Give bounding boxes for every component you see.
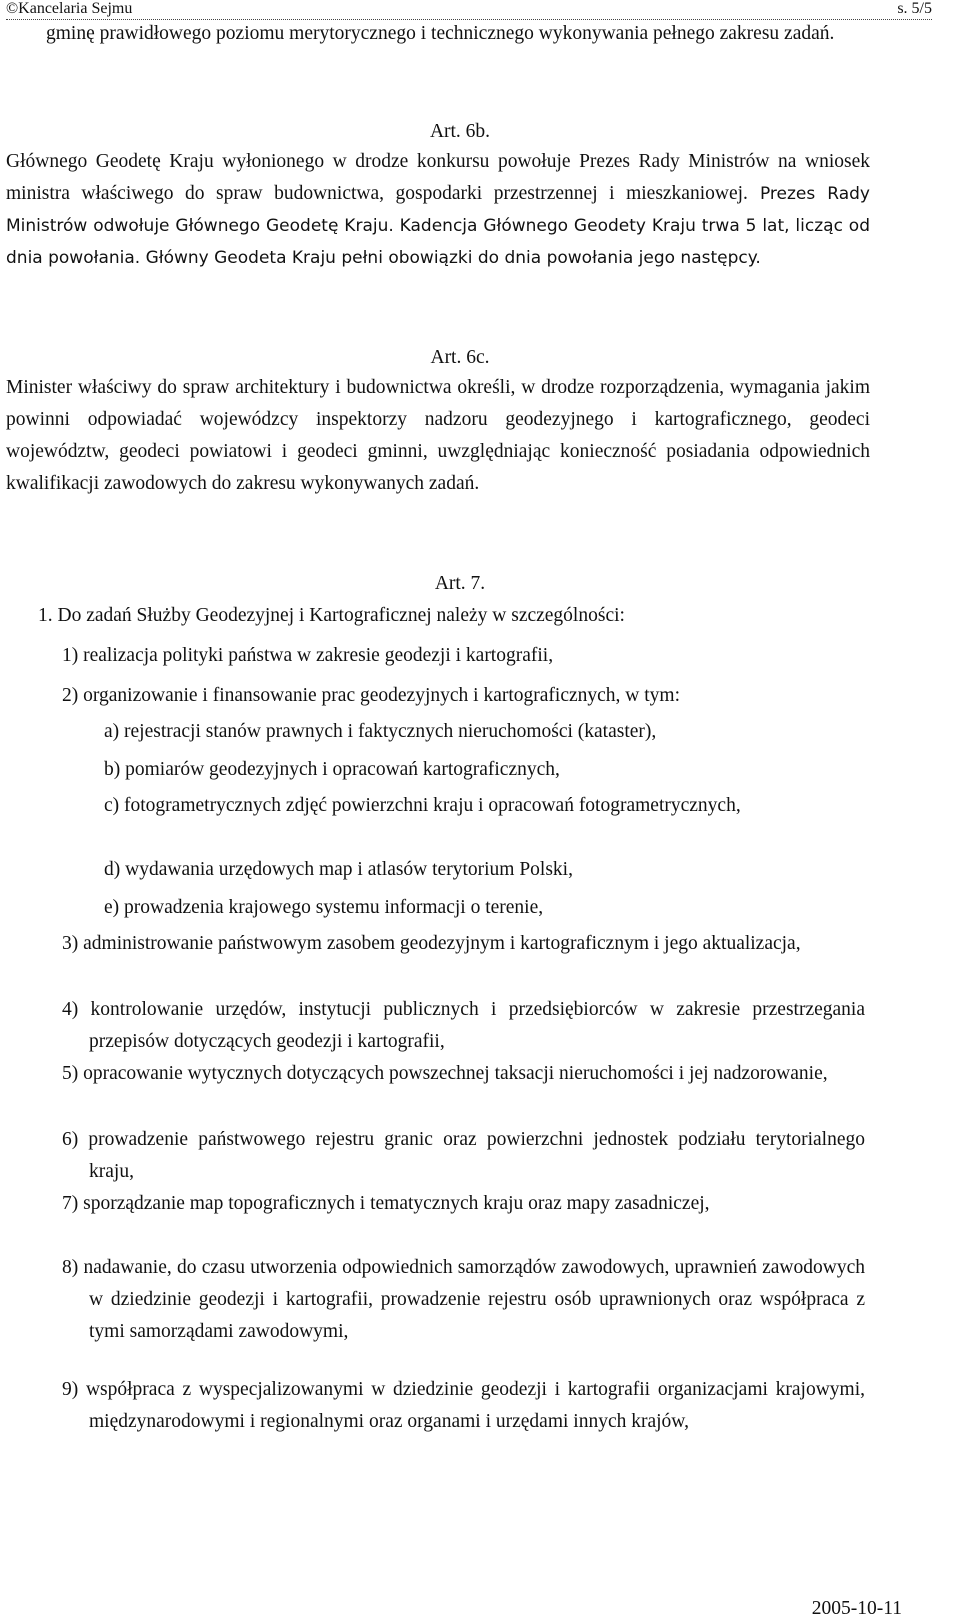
art-6b-text bbox=[6, 146, 870, 274]
header-source: ©Kancelaria Sejmu bbox=[6, 0, 133, 17]
art-6c-text: Minister właściwy do spraw architektury i budownictwa określi, w drodze rozporządzenia, wymagania jakim powinni odpowiadać wojewódzcy inspektorzy nadzoru geodezyjnego i kartograficznego, geodeci województw, geodeci powiatowi i geodeci gminni, uwzględniając konieczność posiadania odpowiednich kwalifikacji zawodowych do zakresu wykonywanych zadań. bbox=[6, 377, 870, 494]
list-item: 5) opracowanie wytycznych dotyczących powszechnej taksacji nieruchomości i jej nadzorowanie, bbox=[62, 1063, 828, 1084]
art-6b-text-part1: Głównego Geodetę Kraju wyłonionego w drodze konkursu powołuje Prezes Rady Ministrów na wniosek ministra właściwego do spraw budownictwa, gospodarki przestrzennej i mieszkaniowej. bbox=[6, 151, 870, 204]
header-page-number: s. 5/5 bbox=[897, 0, 932, 17]
sub-list-item: e) prowadzenia krajowego systemu informacji o terenie, bbox=[104, 897, 544, 918]
sub-list-item: b) pomiarów geodezyjnych i opracowań kartograficznych, bbox=[104, 759, 560, 780]
art-7-intro: 1. Do zadań Służby Geodezyjnej i Kartograficznej należy w szczególności: bbox=[38, 605, 625, 626]
sub-list-item: d) wydawania urzędowych map i atlasów terytorium Polski, bbox=[104, 859, 573, 880]
list-item: 4) kontrolowanie urzędów, instytucji publicznych i przedsiębiorców w zakresie przestrzegania przepisów dotyczących geodezji i kartografii, bbox=[62, 999, 865, 1052]
list-item: 6) prowadzenie państwowego rejestru granic oraz powierzchni jednostek podziału terytorialnego kraju, bbox=[62, 1129, 865, 1182]
list-item: 3) administrowanie państwowym zasobem geodezyjnym i kartograficznym i jego aktualizacja, bbox=[62, 933, 801, 954]
art-6c-heading: Art. 6c. bbox=[430, 347, 490, 368]
footer-date: 2005-10-11 bbox=[811, 1598, 902, 1619]
list-item: 1) realizacja polityki państwa w zakresie geodezji i kartografii, bbox=[62, 645, 554, 666]
list-item: 9) współpraca z wyspecjalizowanymi w dziedzinie geodezji i kartografii organizacjami krajowymi, międzynarodowymi i regionalnymi oraz organami i urzędami innych krajów, bbox=[62, 1379, 865, 1432]
list-item: 2) organizowanie i finansowanie prac geodezyjnych i kartograficznych, w tym: bbox=[62, 685, 680, 706]
art-7-heading: Art. 7. bbox=[434, 573, 486, 594]
art-6b-text-part2: Prezes Rady Ministrów odwołuje Głównego Geodetę Kraju. Kadencja Głównego Geodety Kraju trwa 5 lat, licząc od dnia powołania. Główny Geodeta Kraju pełni obowiązki do dnia powołania jego następcy. bbox=[6, 184, 870, 268]
list-item: 8) nadawanie, do czasu utworzenia odpowiednich samorządów zawodowych, uprawnień zawodowych w dziedzinie geodezji i kartografii, prowadzenie rejestru osób uprawnionych oraz współpraca z tymi samorządami zawodowymi, bbox=[62, 1257, 865, 1342]
sub-list-item: a) rejestracji stanów prawnych i faktycznych nieruchomości (kataster), bbox=[104, 721, 657, 742]
intro-paragraph: gminę prawidłowego poziomu merytorycznego i technicznego wykonywania pełnego zakresu zadań. bbox=[46, 23, 835, 44]
art-6b-heading: Art. 6b. bbox=[429, 121, 491, 142]
sub-list-item: c) fotogrametrycznych zdjęć powierzchni kraju i opracowań fotogrametrycznych, bbox=[104, 795, 741, 816]
list-item: 7) sporządzanie map topograficznych i tematycznych kraju oraz mapy zasadniczej, bbox=[62, 1193, 710, 1214]
